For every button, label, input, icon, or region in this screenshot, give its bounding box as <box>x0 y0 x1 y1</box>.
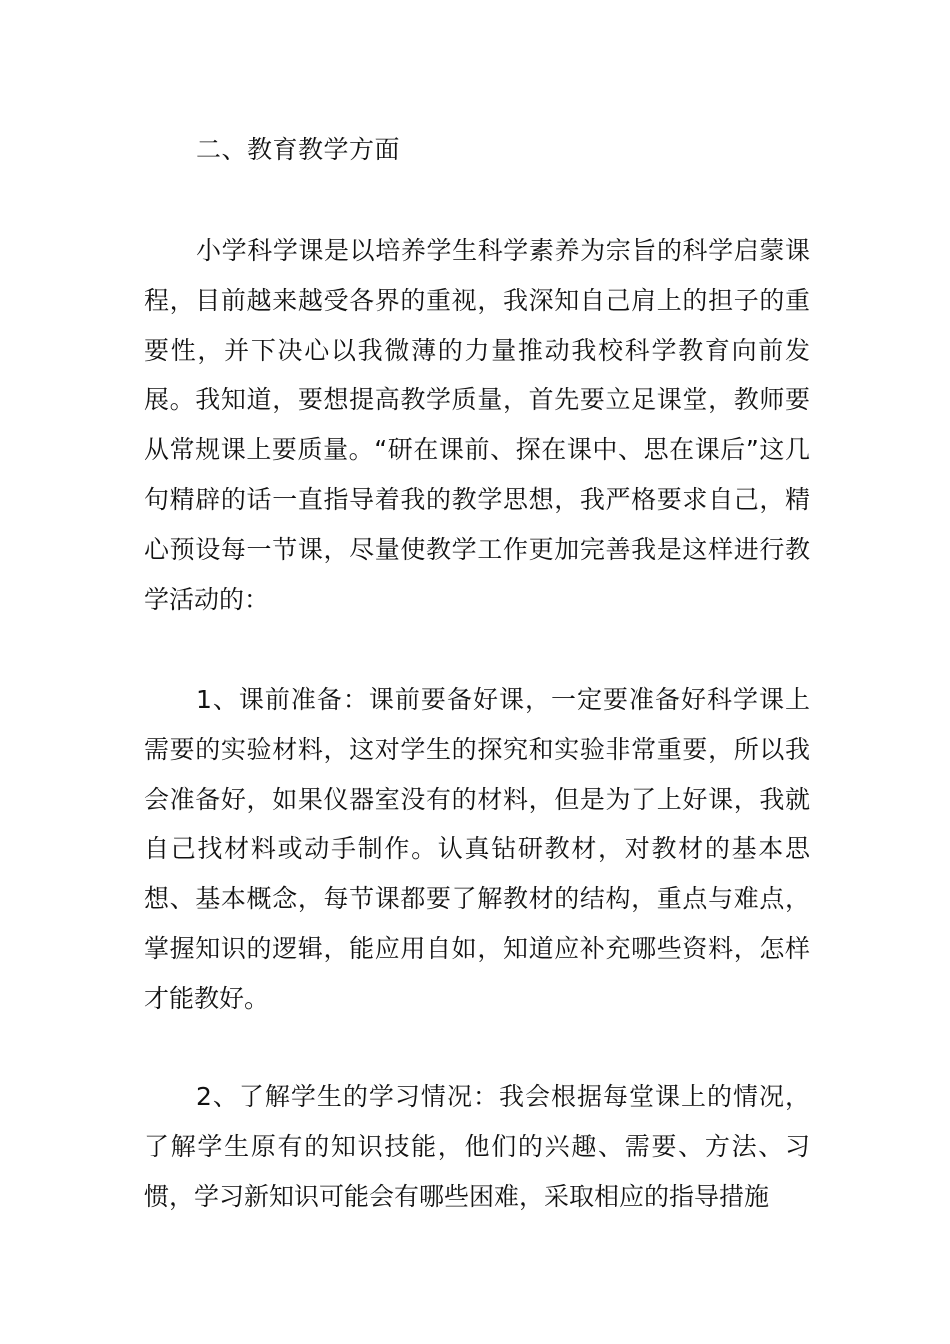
paragraph-intro: 小学科学课是以培养学生科学素养为宗旨的科学启蒙课程，目前越来越受各界的重视，我深知自己肩上的担子的重要性，并下决心以我微薄的力量推动我校科学教育向前发展。我知道，要想提高教学质量，首先要立足课堂，教师要从常规课上要质量。“研在课前、探在课中、思在课后”这几句精辟的话一直指导着我的教学思想，我严格要求自己，精心预设每一节课，尽量使教学工作更加完善我是这样进行教学活动的： <box>144 236 810 614</box>
section-heading: 二、教育教学方面 <box>196 135 401 164</box>
paragraph-student-learning: 2、了解学生的学习情况：我会根据每堂课上的情况，了解学生原有的知识技能，他们的兴趣、需要、方法、习惯，学习新知识可能会有哪些困难，采取相应的指导措施 <box>144 1082 810 1211</box>
paragraph-lesson-preparation: 1、课前准备：课前要备好课，一定要准备好科学课上需要的实验材料，这对学生的探究和实验非常重要，所以我会准备好，如果仪器室没有的材料，但是为了上好课，我就自己找材料或动手制作。认真钻研教材，对教材的基本思想、基本概念，每节课都要了解教材的结构，重点与难点，掌握知识的逻辑，能应用自如，知道应补充哪些资料，怎样才能教好。 <box>144 685 810 1013</box>
